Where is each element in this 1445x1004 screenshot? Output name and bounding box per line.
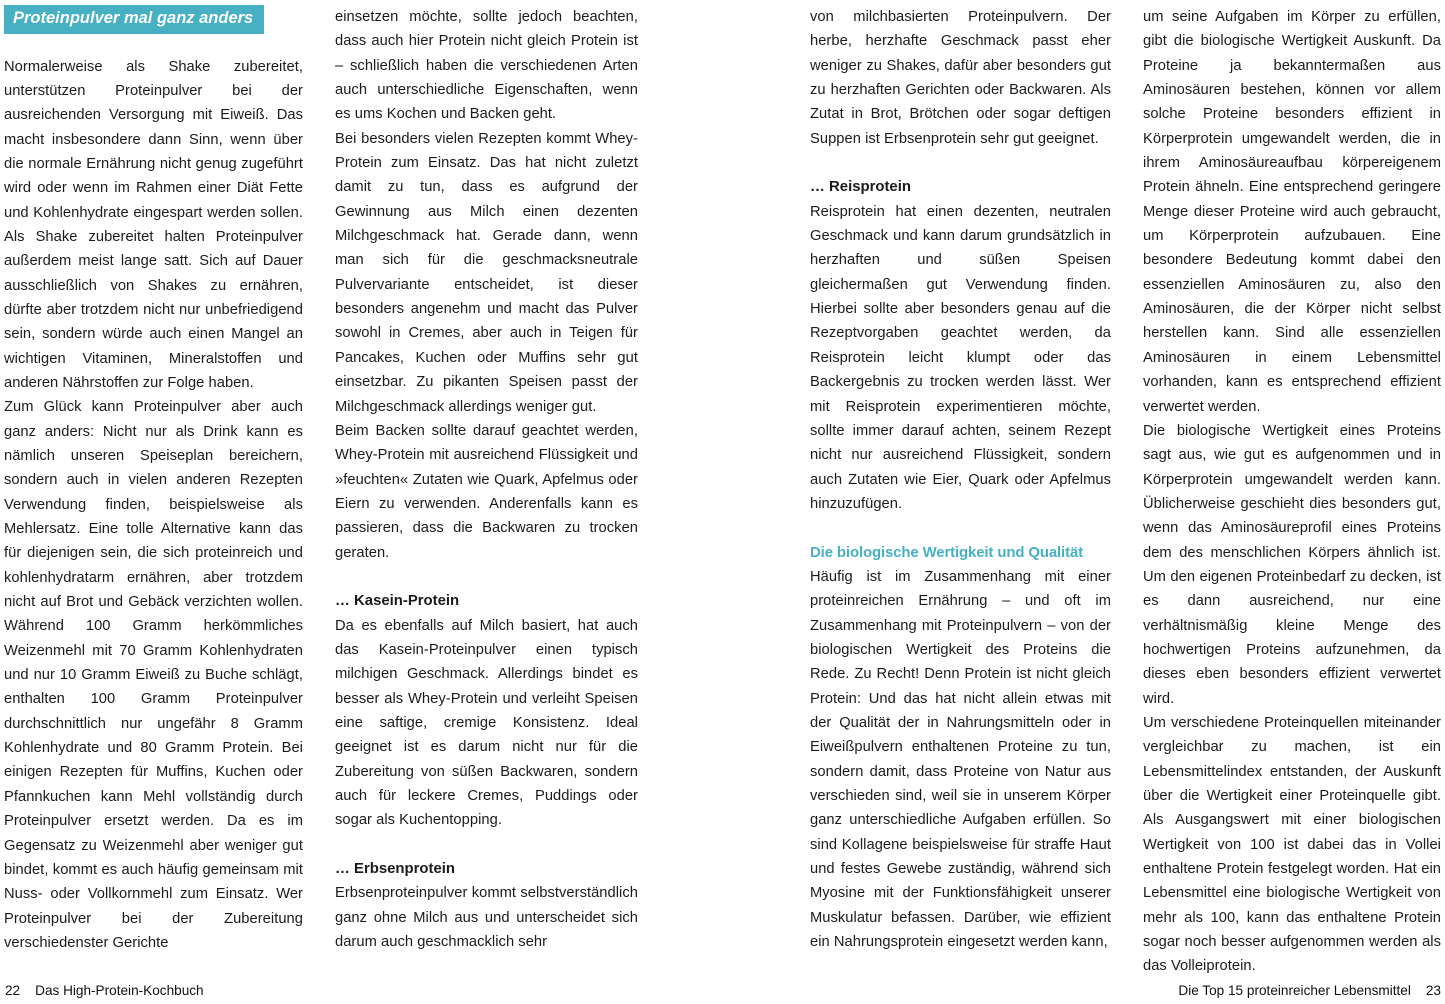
paragraph: um seine Aufgaben im Körper zu erfüllen, gibt die biologische Wertigkeit Auskunft. Da Proteine ja bekanntermaßen aus Aminosäuren bestehen, können vor allem solche Proteine besonders effizient in Körperprotein umgewandelt werden, die in ihrem Aminosäureaufbau körpereigenem Protein ähneln. Eine entsprechend geringere Menge dieser Proteine wird auch gebraucht, um Körperprotein aufzubauen. Eine besondere Bedeutung kommt dabei den essenziellen Aminosäuren zu, also den Aminosäuren, die der Körper nicht selbst herstellen kann. Sind alle essenziellen Aminosäuren in einem Lebensmittel vorhanden, kann es entsprechend effizient verwertet werden. <box>1143 9 1441 415</box>
subheading: … Erbsenprotein <box>335 861 455 878</box>
paragraph: Beim Backen sollte darauf geachtet werden, Whey-Protein mit ausreichend Flüssigkeit und »feuchten« Zutaten wie Quark, Apfelmus oder Eiern zu verwenden. Anderenfalls kann es passieren, dass die Backwaren zu trocken geraten. <box>335 422 638 561</box>
paragraph: Zum Glück kann Proteinpulver aber auch ganz anders: Nicht nur als Drink kann es nämlich unseren Speiseplan bereichern, sondern auch in vielen anderen Rezepten Verwendung finden, beispielsweise als Mehlersatz. Eine tolle Alternative kann das für diejenigen sein, die sich proteinreich und kohlenhydratarm ernähren, aber trotzdem nicht auf Brot und Gebäck verzichten wollen. Während 100 Gramm herkömmliches Weizenmehl mit 70 Gramm Kohlenhydraten und nur 10 Gramm Eiweiß zu Buche schlägt, enthalten 100 Gramm Proteinpulver durchschnittlich nur ungefähr 8 Gramm Kohlenhydrate und 80 Gramm Protein. Bei einigen Rezepten für Muffins, Kuchen oder Pfannkuchen kann Mehl vollständig durch Proteinpulver ersetzt werden. Da es im Gegensatz zu Weizenmehl aber weniger gut bindet, kommt es auch häufig gemeinsam mit Nuss- oder Vollkornmehl zum Einsatz. Wer Proteinpulver bei der Zubereitung verschiedenster Gerichte <box>4 399 303 951</box>
paragraph: Reisprotein hat einen dezenten, neutralen Geschmack und kann darum grundsätzlich in herzhaften und süßen Speisen gleichermaßen gut Verwendung finden. Hierbei sollte aber besonders genau auf die Rezeptvorgaben geachtet werden, da Reisprotein leicht klumpt oder das Backergebnis zu trocken werden lässt. Wer mit Reisprotein experimentieren möchte, sollte immer darauf achten, seinem Rezept nicht nur ausreichend Flüssigkeit, sondern auch Zutaten wie Eier, Quark oder Apfelmus hinzuzufügen. <box>810 203 1111 512</box>
footer-chapter-title: Die Top 15 proteinreicher Lebensmittel <box>1178 982 1411 998</box>
column-2 <box>335 5 638 954</box>
page-number-right: 23 <box>1425 982 1441 998</box>
column-4 <box>1143 5 1441 979</box>
paragraph: Normalerweise als Shake zubereitet, unterstützen Proteinpulver bei der ausreichenden Versorgung mit Eiweiß. Das macht insbesondere dann Sinn, wenn über die normale Ernährung nicht genug zugeführt wird oder wenn im Rahmen einer Diät Fette und Kohlenhydrate eingespart werden sollen. Als Shake zubereitet halten Proteinpulver außerdem meist lange satt. Sich auf Dauer ausschließlich von Shakes zu ernähren, dürfte aber trotzdem nicht nur unbefriedigend sein, sondern würde auch einen Mangel an wichtigen Vitaminen, Mineralstoffen und anderen Nährstoffen zur Folge haben. <box>4 58 303 391</box>
subheading: … Reisprotein <box>810 179 911 196</box>
column-3 <box>810 5 1111 954</box>
footer-right <box>1178 983 1441 999</box>
column-1 <box>4 5 303 955</box>
paragraph: Bei besonders vielen Rezepten kommt Whey-Protein zum Einsatz. Das hat nicht zuletzt damit zu tun, dass es aufgrund der Gewinnung aus Milch einen dezenten Milchgeschmack hat. Gerade dann, wenn man sich für die geschmacksneutrale Pulvervariante entscheidet, ist dieser besonders angenehm und macht das Pulver sowohl in Cremes, aber auch in Teigen für Pancakes, Kuchen oder Muffins sehr gut einsetzbar. Zu pikanten Speisen passt der Milchgeschmack allerdings weniger gut. <box>335 130 638 415</box>
footer-left <box>5 983 204 999</box>
paragraph: Erbsenproteinpulver kommt selbstverständlich ganz ohne Milch aus und unterscheidet sich darum auch geschmacklich sehr <box>335 885 638 951</box>
teal-heading: Die biologische Wertigkeit und Qualität <box>810 544 1083 561</box>
paragraph: Die biologische Wertigkeit eines Proteins sagt aus, wie gut es aufgenommen und in Körperprotein umgewandelt werden kann. Üblicherweise geschieht dies besonders gut, wenn das Aminosäureprofil eines Proteins dem des menschlichen Körpers ähnlich ist. Um den eigenen Proteinbedarf zu decken, ist es dann ausreichend, nur eine verhältnismäßig kleine Menge des hochwertigen Proteins aufzunehmen, da dieses eben besonders effizient verwertet wird. <box>1143 422 1441 707</box>
paragraph: einsetzen möchte, sollte jedoch beachten, dass auch hier Protein nicht gleich Protein ist – schließlich haben die verschiedenen Arten auch unterschiedliche Eigenschaften, wenn es ums Kochen und Backen geht. <box>335 9 638 123</box>
subheading: … Kasein-Protein <box>335 593 460 610</box>
paragraph: Um verschiedene Proteinquellen miteinander vergleichbar zu machen, ist ein Lebensmittelindex entstanden, der Auskunft über die Wertigkeit einer Proteinquelle gibt. Als Ausgangswert mit einer biologischen Wertigkeit von 100 ist dabei das in Vollei enthaltene Protein festgelegt worden. Hat ein Lebensmittel eine biologische Wertigkeit von mehr als 100, kann das enthaltene Protein sogar noch besser aufgenommen werden als das Volleiprotein. <box>1143 714 1441 975</box>
footer-book-title: Das High-Protein-Kochbuch <box>35 982 204 998</box>
page-number-left: 22 <box>5 982 21 998</box>
paragraph: von milchbasierten Proteinpulvern. Der herbe, herzhafte Geschmack passt eher weniger zu Shakes, dafür aber besonders gut zu herzhaften Gerichten oder Backwaren. Als Zutat in Brot, Brötchen oder sogar deftigen Suppen ist Erbsenprotein sehr gut geeignet. <box>810 9 1111 147</box>
paragraph: Häufig ist im Zusammenhang mit einer proteinreichen Ernährung – und oft im Zusammenhang mit Proteinpulvern – von der biologischen Wertigkeit des Proteins die Rede. Zu Recht! Denn Protein ist nicht gleich Protein: Und das hat nicht allein etwas mit der Qualität der in Nahrungsmitteln oder in Eiweißpulvern enthaltenen Proteine zu tun, sondern damit, dass Proteine von Natur aus verschieden sind, weil sie in unserem Körper ganz unterschiedliche Aufgaben erfüllen. So sind Kollagene beispielsweise für straffe Haut und festes Gewebe zuständig, während sich Myosine mit der Funktionsfähigkeit unserer Muskulatur befassen. Darüber, wie effizient ein Nahrungsprotein eingesetzt werden kann, <box>810 568 1111 951</box>
paragraph: Da es ebenfalls auf Milch basiert, hat auch das Kasein-Proteinpulver einen typisch milchigen Geschmack. Allerdings bindet es besser als Whey-Protein und verleiht Speisen eine saftige, cremige Konsistenz. Ideal geeignet ist es darum nicht nur für die Zubereitung von süßen Backwaren, sondern auch für leckere Cremes, Puddings oder sogar als Kuchentopping. <box>335 617 638 829</box>
section-badge: Proteinpulver mal ganz anders <box>4 5 264 34</box>
